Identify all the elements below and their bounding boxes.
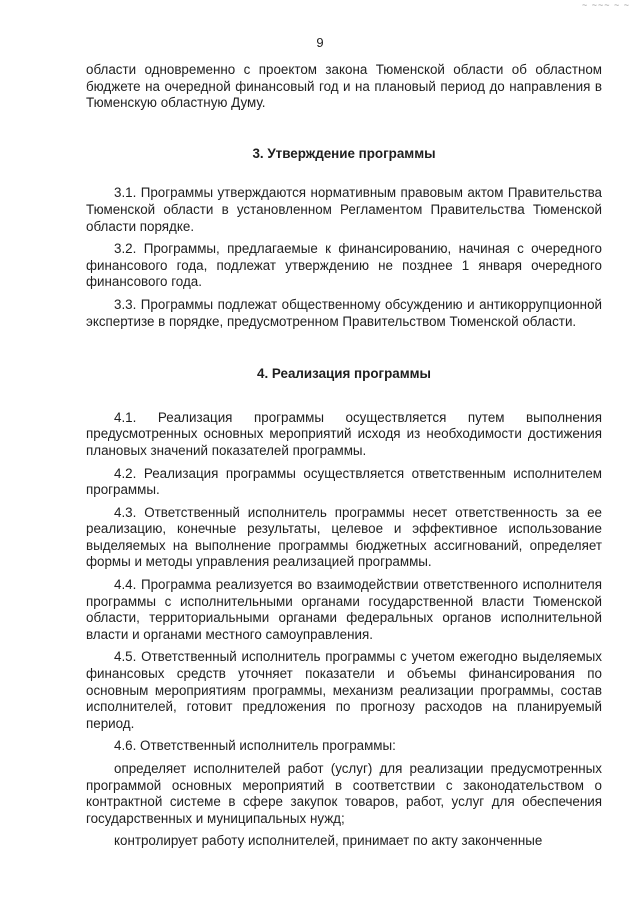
paragraph-3-1: 3.1. Программы утверждаются нормативным правовым актом Правительства Тюменской области в установленном Регламентом Правительства Тюменской области порядке.	[86, 185, 602, 234]
page-number: 9	[316, 35, 324, 50]
paragraph-4-6-item-1: определяет исполнителей работ (услуг) для реализации предусмотренных программой основных мероприятий в соответствии с законодательством о контрактной системе в сфере закупок товаров, работ, услуг для обеспечения государственных и муниципальных нужд;	[86, 761, 602, 826]
section-4-heading: 4. Реализация программы	[257, 366, 431, 382]
section-3-heading: 3. Утверждение программы	[252, 145, 436, 161]
intro-paragraph: области одновременно с проектом закона Тюменской области об областном бюджете на очередной финансовый год и на плановый период до направления в Тюменскую областную Думу.	[86, 62, 602, 111]
paragraph-4-2: 4.2. Реализация программы осуществляется ответственным исполнителем программы.	[86, 465, 602, 498]
page-corner-mark: ~ ~~~ ~ ~	[581, 0, 630, 10]
paragraph-4-1: 4.1. Реализация программы осуществляется путем выполнения предусмотренных основных мероприятий исходя из необходимости достижения плановых значений показателей программы.	[86, 409, 602, 458]
document-body	[86, 62, 602, 856]
spacer	[86, 118, 602, 146]
paragraph-4-6: 4.6. Ответственный исполнитель программы:	[114, 738, 396, 754]
paragraph-4-3: 4.3. Ответственный исполнитель программы несет ответственность за ее реализацию, конечные результаты, целевое и эффективное использование выделяемых на выполнение программы бюджетных ассигнований, определяет формы и методы управления реализацией программы.	[86, 504, 602, 570]
paragraph-4-4: 4.4. Программа реализуется во взаимодействии ответственного исполнителя программы с исполнительными органами государственной власти Тюменской области, территориальными органами федеральных органов исполнительной власти и органами местного самоуправления.	[86, 577, 602, 642]
paragraph-3-2: 3.2. Программы, предлагаемые к финансированию, начиная с очередного финансового года, подлежат утверждению не позднее 1 января очередного финансового года.	[86, 241, 602, 290]
paragraph-4-5: 4.5. Ответственный исполнитель программы с учетом ежегодно выделяемых финансовых средств уточняет показатели и объемы финансирования по основным мероприятиям программы, механизм реализации программы, состав исполнителей, готовит предложения по прогнозу расходов на планируемый период.	[86, 649, 602, 731]
spacer	[86, 336, 602, 366]
spacer	[86, 383, 602, 410]
paragraph-4-6-item-2: контролирует работу исполнителей, принимает по акту законченные	[114, 833, 543, 849]
spacer	[86, 162, 602, 185]
paragraph-3-3: 3.3. Программы подлежат общественному обсуждению и антикоррупционной экспертизе в порядке, предусмотренном Правительством Тюменской области.	[86, 296, 602, 329]
